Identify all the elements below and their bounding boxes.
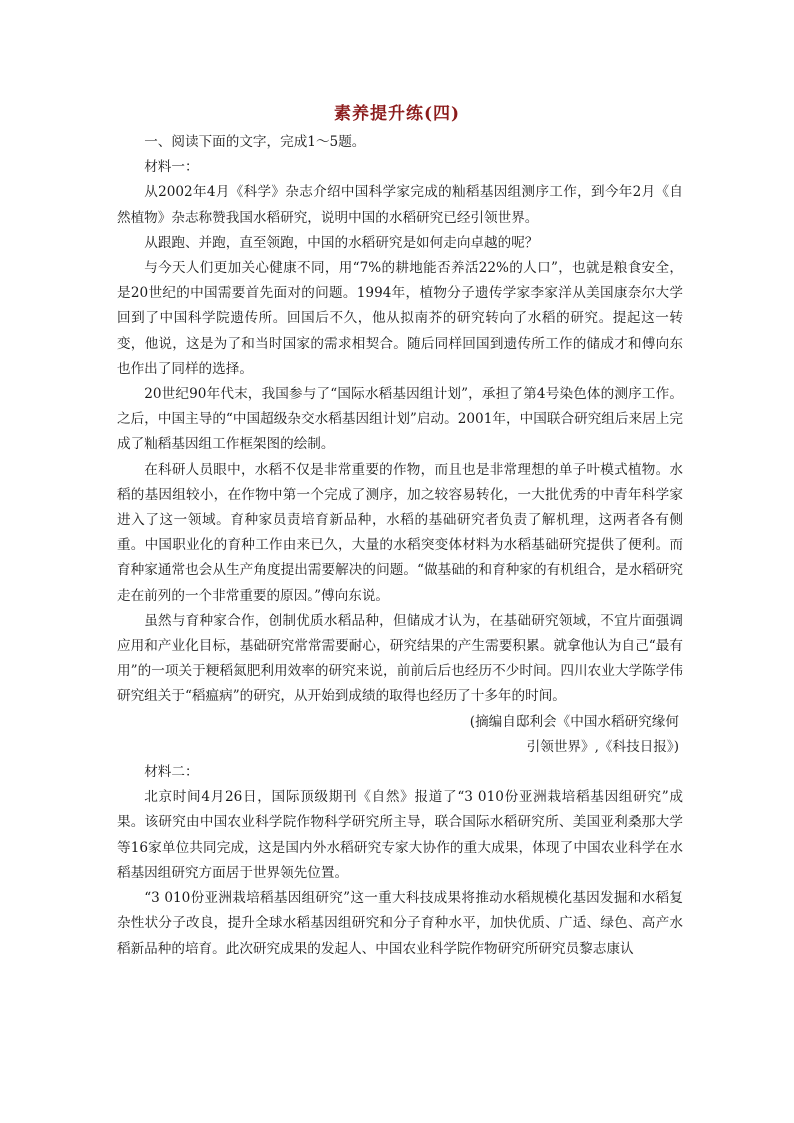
material-one-source-line: (摘编自邸利会《中国水稻研究缘何 [469,713,679,730]
material-one-paragraph: 20世纪90年代末，我国参与了“国际水稻基因组计划”，承担了第4号染色体的测序工作。之后，中国主导的“中国超级杂交水稻基因组计划”启动。2001年，中国联合研究组后来居上完成了籼稻基因组工作框架图的绘制。 [117,386,683,453]
document-body [117,130,683,962]
material-one-source-line: 引领世界》,《科技日报》) [526,738,679,755]
material-one-paragraph: 从2002年4月《科学》杂志介绍中国科学家完成的籼稻基因组测序工作，到今年2月《自然植物》杂志称赞我国水稻研究，说明中国的水稻研究已经引领世界。 [117,184,683,226]
material-one-paragraph: 从跟跑、并跑，直至领跑，中国的水稻研究是如何走向卓越的呢？ [144,234,539,251]
material-one-paragraph: 虽然与育种家合作，创制优质水稻品种，但储成才认为，在基础研究领域，不宜片面强调应用和产业化目标，基础研究常常需要耐心，研究结果的产生需要积累。就拿他认为自己“最有用”的一项关于粳稻氮肥利用效率的研究来说，前前后后也经历不少时间。四川农业大学陈学伟研究组关于“稻瘟病”的研究，从开始到成绩的取得也经历了十多年的时间。 [117,612,683,705]
material-two-label: 材料二： [144,764,199,781]
material-one-paragraph: 与今天人们更加关心健康不同，用“7%的耕地能否养活22%的人口”，也就是粮食安全，是20世纪的中国需要首先面对的问题。1994年，植物分子遗传学家李家洋从美国康奈尔大学回到了中国科学院遗传所。回国后不久，他从拟南芥的研究转向了水稻的研究。提起这一转变，他说，这是为了和当时国家的需求相契合。随后同样回国到遗传所工作的储成才和傅向东也作出了同样的选择。 [117,260,683,377]
material-two-paragraph: “3 010份亚洲栽培稻基因组研究”这一重大科技成果将推动水稻规模化基因发掘和水稻复杂性状分子改良，提升全球水稻基因组研究和分子育种水平，加快优质、广适、绿色、高产水稻新品种的培育。此次研究成果的发起人、中国农业科学院作物研究所研究员黎志康认 [117,890,683,957]
material-one-label: 材料一： [144,159,199,176]
page-title: 素养提升练(四) [333,104,461,124]
question-intro: 一、阅读下面的文字，完成1～5题。 [144,134,366,150]
material-one-paragraph: 在科研人员眼中，水稻不仅是非常重要的作物，而且也是非常理想的单子叶模式植物。水稻的基因组较小，在作物中第一个完成了测序，加之较容易转化，一大批优秀的中青年科学家进入了这一领域。育种家员责培育新品种，水稻的基础研究者负责了解机理，这两者各有侧重。中国职业化的育种工作由来已久，大量的水稻突变体材料为水稻基础研究提供了便利。而育种家通常也会从生产角度提出需要解决的问题。“做基础的和育种家的有机组合，是水稻研究走在前列的一个非常重要的原因。”傅向东说。 [117,461,683,604]
material-two-paragraph: 北京时间4月26日，国际顶级期刊《自然》报道了“3 010份亚洲栽培稻基因组研究”成果。该研究由中国农业科学院作物科学研究所主导，联合国际水稻研究所、美国亚利桑那大学等16家单位共同完成，这是国内外水稻研究专家大协作的重大成果，体现了中国农业科学在水稻基因组研究方面居于世界领先位置。 [117,789,683,881]
